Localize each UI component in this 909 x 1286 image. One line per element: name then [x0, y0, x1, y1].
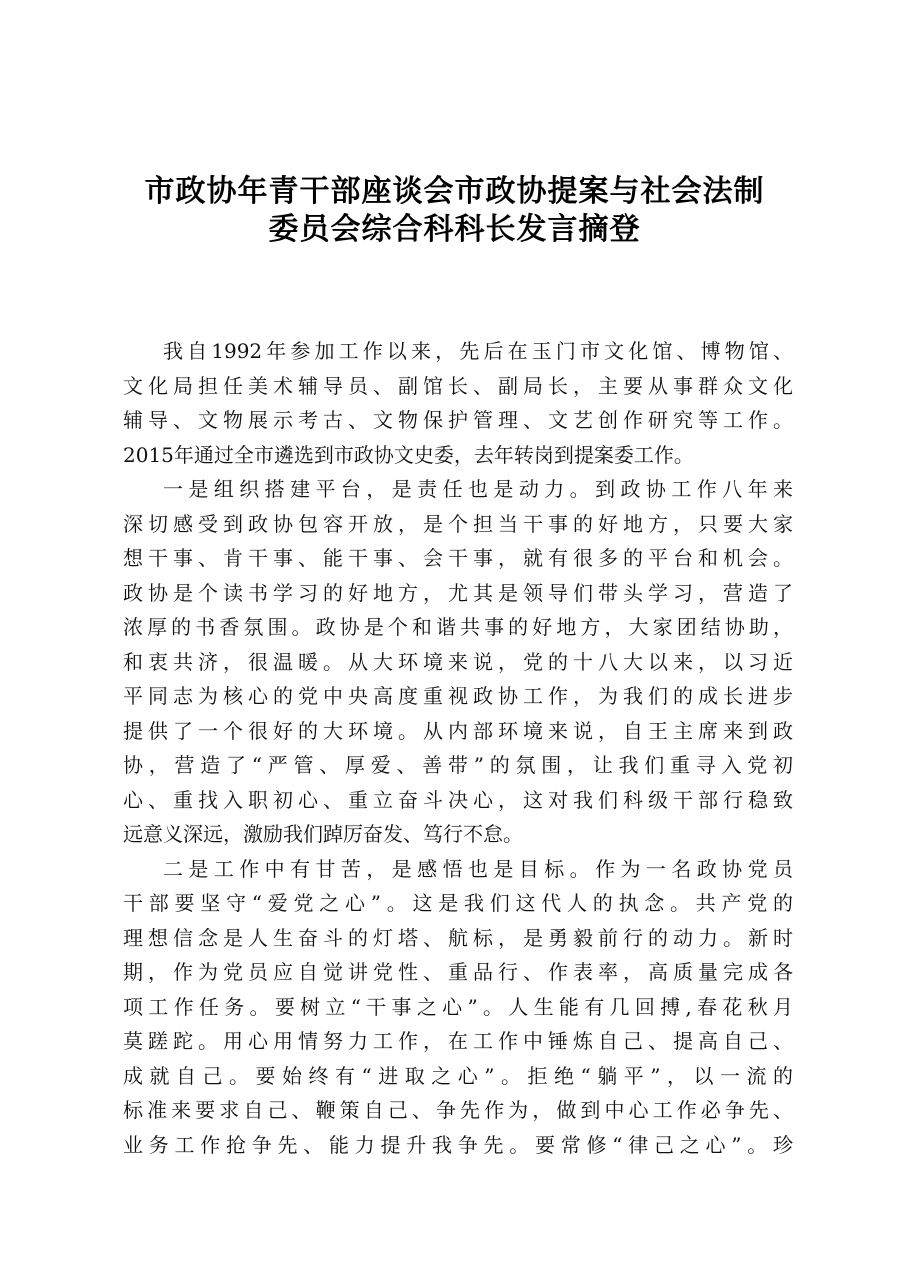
text-line: 政协是个读书学习的好地方，尤其是领导们带头学习，营造了 [123, 580, 793, 605]
document-title-line-2: 委员会综合科科长发言摘登 [268, 212, 641, 247]
text-line: 理想信念是人生奋斗的灯塔、航标，是勇毅前行的动力。新时 [123, 925, 793, 950]
text-line: 文化局担任美术辅导员、副馆长、副局长，主要从事群众文化 [123, 373, 793, 398]
text-line: 一是组织搭建平台，是责任也是动力。到政协工作八年来 [163, 477, 793, 501]
text-line: 深切感受到政协包容开放，是个担当干事的好地方，只要大家 [123, 511, 793, 536]
text-line: 莫蹉跎。用心用情努力工作，在工作中锤炼自己、提高自己、 [123, 1029, 793, 1053]
text-line: 成就自己。要始终有“进取之心”。拒绝“躺平”，以一流的 [123, 1063, 793, 1088]
text-line: 业务工作抢争先、能力提升我争先。要常修“律己之心”。珍 [123, 1132, 793, 1157]
text-line: 标准来要求自己、鞭策自己、争先作为，做到中心工作必争先、 [123, 1098, 793, 1122]
text-line: 提供了一个很好的大环境。从内部环境来说，自王主席来到政 [123, 718, 793, 743]
text-line: 远意义深远，激励我们踔厉奋发、笃行不怠。 [123, 822, 523, 846]
text-line: 项工作任务。要树立“干事之心”。人生能有几回搏,春花秋月 [123, 994, 793, 1019]
text-line: 浓厚的书香氛围。政协是个和谐共事的好地方，大家团结协助， [123, 615, 793, 639]
text-line: 平同志为核心的党中央高度重视政协工作，为我们的成长进步 [123, 684, 793, 708]
document-title-line-1: 市政协年青干部座谈会市政协提案与社会法制 [144, 174, 765, 209]
text-line: 和衷共济，很温暖。从大环境来说，党的十八大以来，以习近 [123, 649, 793, 674]
text-line: 2015年通过全市遴选到市政协文史委，去年转岗到提案委工作。 [123, 442, 694, 467]
paragraph-3 [123, 852, 793, 1163]
text-line: 心、重找入职初心、重立奋斗决心，这对我们科级干部行稳致 [123, 787, 793, 812]
text-line: 想干事、肯干事、能干事、会干事，就有很多的平台和机会。 [123, 546, 793, 570]
text-line: 我自1992年参加工作以来，先后在玉门市文化馆、博物馆、 [163, 339, 793, 363]
text-line: 期，作为党员应自觉讲党性、重品行、作表率，高质量完成各 [123, 960, 793, 984]
paragraph-1 [123, 334, 793, 472]
paragraph-2 [123, 472, 793, 852]
document-body [123, 334, 793, 1162]
text-line: 协，营造了“严管、厚爱、善带”的氛围，让我们重寻入党初 [123, 753, 793, 777]
text-line: 辅导、文物展示考古、文物保护管理、文艺创作研究等工作。 [123, 408, 793, 432]
text-line: 干部要坚守“爱党之心”。这是我们这代人的执念。共产党的 [123, 891, 793, 915]
text-line: 二是工作中有甘苦，是感悟也是目标。作为一名政协党员 [163, 856, 793, 881]
